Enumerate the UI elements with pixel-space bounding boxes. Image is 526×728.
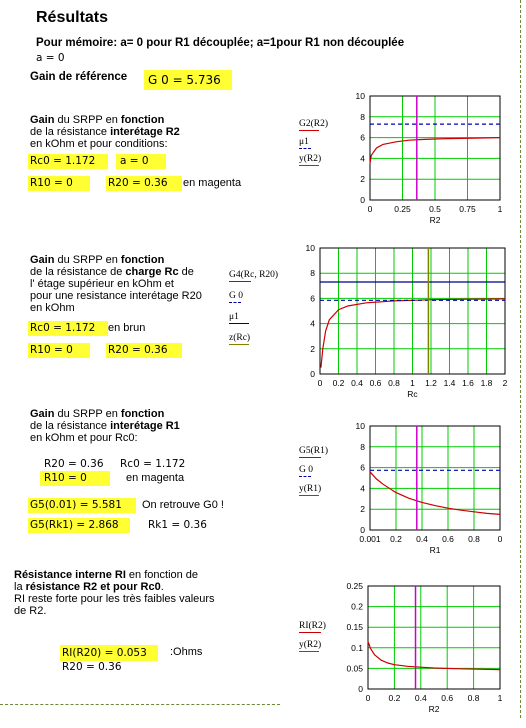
x-tick-label: 1.8 [480,378,493,388]
series-line [368,642,500,670]
plot-frame [370,426,500,530]
r20-text-4: R20 = 0.36 [62,661,122,673]
description-line [14,605,215,617]
section2-description [30,254,202,314]
text: pour une resistance interétage R20 [30,290,202,302]
text: en fonction de [125,569,199,581]
text: RI reste forte pour les très faibles valeurs [14,593,215,605]
r20-text-3: R20 = 0.36 [44,458,104,470]
description-line [14,569,215,581]
y-tick-label: 6 [310,293,315,304]
r10-value-3[interactable]: R10 = 0 [40,471,110,486]
x-tick-label: 0.8 [468,534,480,544]
g5-001-value[interactable]: G5(0.01) = 5.581 [28,498,136,513]
chart-gain-vs-r2 [345,88,510,228]
y-tick-label: 0.2 [351,601,363,612]
y-tick-label: 0 [360,195,365,205]
rc0-text-3: Rc0 = 1.172 [120,458,186,470]
description-line [30,138,180,150]
x-tick-label: 0.2 [332,378,345,388]
y-tick-label: 4 [310,318,315,329]
legend-z: z(Rc) [229,333,251,343]
r20-value[interactable]: R20 = 0.36 [106,176,182,191]
description-line [30,278,202,290]
text: la [14,581,26,593]
text: du SRPP en [54,114,121,126]
x-tick-label: 0 [365,693,371,703]
rc0-value-2[interactable]: Rc0 = 1.172 [28,321,108,336]
bold-text: charge Rc [125,266,179,278]
legend-mu1-2: μ1 [229,312,278,324]
bold-text: fonction [120,114,165,126]
legend-g4: G4(Rc, R20) [229,270,279,280]
chart2-legend [229,270,278,345]
x-axis-label: R2 [429,215,441,225]
g5-rk1-value[interactable]: G5(Rk1) = 2.868 [28,518,130,533]
chart-gain-vs-rc [300,240,515,405]
g5-note: On retrouve G0 ! [142,499,224,511]
x-tick-label: 0.5 [429,204,441,214]
y-tick-label: 4 [360,153,365,164]
text: l' étage supérieur en kOhm et [30,278,174,290]
bold-text: Gain [30,254,55,266]
y-tick-label: 0.15 [346,622,363,633]
description-line [30,432,180,444]
x-tick-label: 0.8 [388,378,400,388]
brun-note: en brun [108,322,146,334]
x-tick-label: 0 [367,204,373,214]
series-line [370,472,500,515]
page-separator-horizontal [0,704,280,705]
section1-description [30,114,180,150]
x-tick-label: 0.2 [390,534,402,544]
text: . [160,581,164,593]
legend-mu1: μ1 [299,137,328,149]
legend-ri: RI(R2) [299,621,326,631]
x-tick-label: 1.6 [462,378,474,388]
y-tick-label: 2 [360,174,365,185]
x-tick-label: 0.2 [388,693,401,703]
text: en kOhm et pour conditions: [30,138,168,150]
legend-y: y(R2) [299,154,322,164]
bold-text: Gain [30,114,55,126]
text: de [178,266,194,278]
legend-y-4: y(R2) [299,640,322,650]
bold-text: résistance R2 et pour Rc0 [25,581,161,593]
text: en kOhm et pour Rc0: [30,432,138,444]
legend-g0: G 0 [229,291,243,301]
description-line [30,126,180,138]
x-tick-label: 1 [410,378,415,388]
reference-gain-value[interactable]: G 0 = 5.736 [144,70,232,90]
page-title: Résultats [36,9,109,26]
text: de la résistance [30,126,111,138]
r10-value[interactable]: R10 = 0 [28,176,90,191]
magenta-note: en magenta [183,177,242,189]
y-tick-label: 2 [310,343,315,354]
description-line [14,593,215,605]
section4-description [14,569,215,617]
description-line [14,581,215,593]
x-tick-label: 0 [497,534,503,544]
text: de la résistance de [30,266,126,278]
x-tick-label: 1 [497,204,503,214]
x-tick-label: 0.001 [359,534,381,544]
y-tick-label: 0 [310,369,315,379]
y-tick-label: 0 [360,525,365,535]
x-tick-label: 0.6 [441,693,454,703]
chart4-legend [299,621,326,652]
description-line [30,302,202,314]
a-value[interactable]: a = 0 [116,154,166,169]
memo-text: Pour mémoire: a= 0 pour R1 découplée; a=1pour R1 non découplée [36,37,405,49]
text: en kOhm [30,302,75,314]
x-tick-label: 0.75 [459,204,476,214]
legend-g5: G5(R1) [299,446,329,456]
chart3-legend [299,446,328,496]
r10-value-2[interactable]: R10 = 0 [28,343,90,358]
x-tick-label: 0.6 [442,534,454,544]
x-tick-label: 1.2 [425,378,437,388]
y-tick-label: 2 [360,504,365,515]
rc0-value[interactable]: Rc0 = 1.172 [28,154,108,169]
x-tick-label: 0.4 [416,534,428,544]
x-tick-label: 0.25 [394,204,411,214]
x-tick-label: 0.4 [351,378,363,388]
reference-gain-label: Gain de référence [30,71,128,83]
ri-unit: :Ohms [170,646,203,658]
y-tick-label: 0.05 [346,663,363,674]
y-tick-label: 10 [355,91,365,101]
chart-ri-vs-r2 [335,578,510,718]
x-tick-label: 2 [502,378,508,388]
x-tick-label: 0.6 [369,378,382,388]
x-tick-label: 1.4 [443,378,456,388]
a-definition: a = 0 [36,52,65,64]
x-tick-label: 0.4 [414,693,427,703]
x-axis-label: R1 [429,545,441,555]
plot-frame [368,586,500,689]
y-tick-label: 0 [358,684,363,694]
x-axis-label: R2 [428,704,440,714]
description-line [30,254,202,266]
description-line [30,408,180,420]
y-tick-label: 4 [360,483,365,494]
description-line [30,114,180,126]
y-tick-label: 8 [310,268,315,279]
x-axis-label: Rc [407,389,418,399]
text: de R2. [14,605,47,617]
description-line [30,420,180,432]
legend-g0-3: G 0 [299,465,313,475]
chart1-legend [299,119,328,166]
description-line [30,290,202,302]
y-tick-label: 10 [305,243,315,253]
text: du SRPP en [54,408,121,420]
x-tick-label: 1 [497,693,503,703]
y-tick-label: 10 [355,421,365,431]
page-separator-vertical [520,0,522,718]
x-tick-label: 0 [317,378,323,388]
chart-gain-vs-r1 [345,418,510,558]
ri-value[interactable]: RI(R20) = 0.053 [60,645,158,661]
x-tick-label: 0.8 [467,693,480,703]
bold-text: Gain [30,408,55,420]
rk1-text: Rk1 = 0.36 [148,519,207,531]
y-tick-label: 6 [360,132,365,143]
section3-description [30,408,180,444]
legend-y-3: y(R1) [299,484,322,494]
y-tick-label: 8 [360,111,365,122]
bold-text: fonction [120,254,165,266]
r20-value-2[interactable]: R20 = 0.36 [106,343,182,358]
legend-g2: G2(R2) [299,119,329,129]
bold-text: interétage R1 [110,420,180,432]
y-tick-label: 6 [360,462,365,473]
description-line [30,266,202,278]
y-tick-label: 0.25 [346,581,363,591]
bold-text: Résistance interne RI [14,569,126,581]
bold-text: interétage R2 [110,126,180,138]
magenta-note-3: en magenta [126,472,185,484]
text: du SRPP en [54,254,121,266]
bold-text: fonction [120,408,165,420]
text: de la résistance [30,420,111,432]
y-tick-label: 0.1 [351,642,363,653]
y-tick-label: 8 [360,441,365,452]
